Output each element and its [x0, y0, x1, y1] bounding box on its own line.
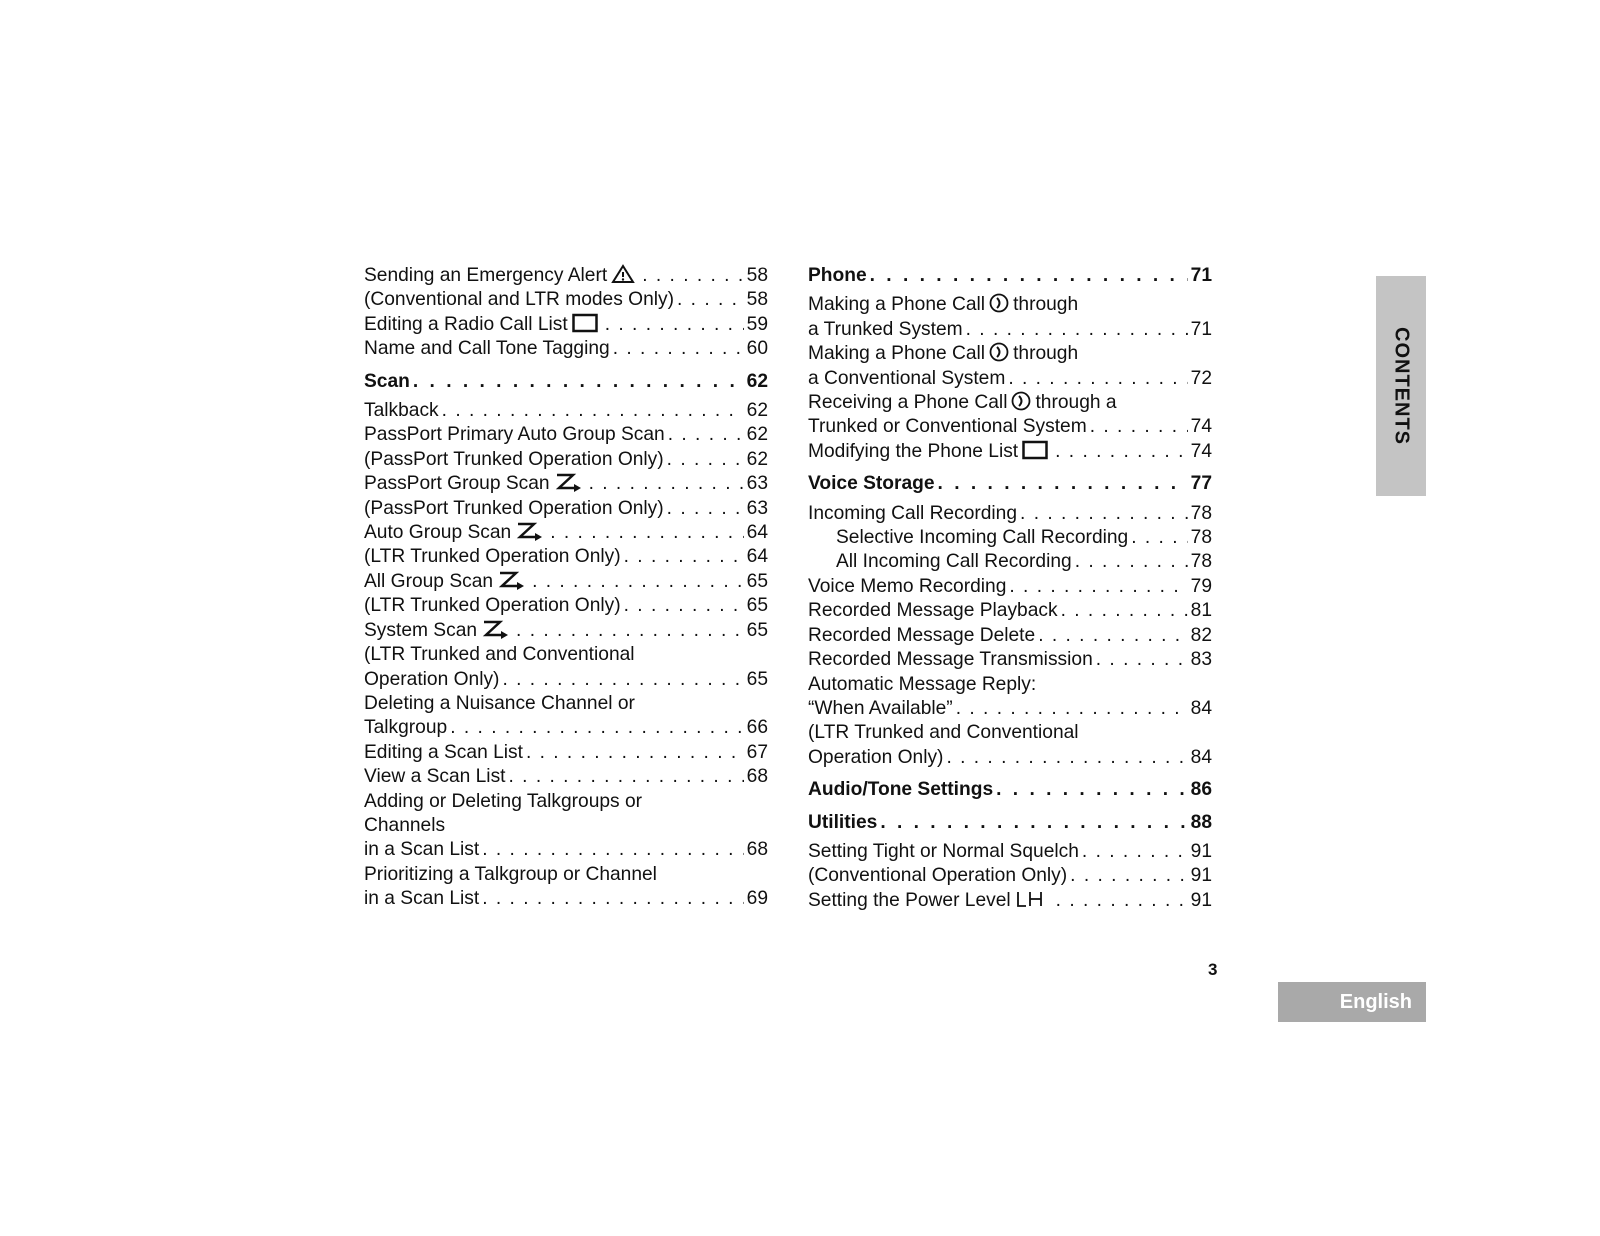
dot-leader — [870, 264, 1188, 288]
page-ref: 74 — [1190, 440, 1212, 462]
toc-entry-recorded-message-playback[interactable] — [808, 599, 1212, 623]
toc-entry-title — [808, 889, 1053, 913]
dot-leader — [526, 741, 744, 765]
toc-line — [364, 370, 768, 394]
dot-leader — [532, 570, 744, 594]
toc-entry-title — [364, 619, 513, 643]
toc-entry-title — [364, 521, 547, 545]
toc-line — [808, 811, 1212, 835]
toc-entry-title — [808, 864, 1067, 888]
toc-line — [836, 526, 1212, 550]
toc-line — [808, 440, 1212, 464]
page-ref: 68 — [746, 839, 768, 861]
page-ref: 78 — [1190, 527, 1212, 549]
toc-entry-title — [364, 423, 665, 447]
toc-entry-text: (LTR Trunked Operation Only) — [364, 546, 621, 568]
page-ref: 78 — [1190, 502, 1212, 524]
page-ref: 84 — [1190, 697, 1212, 719]
toc-line — [364, 288, 768, 312]
toc-entry-text: (Conventional and LTR modes Only) — [364, 289, 674, 311]
toc-line — [364, 472, 768, 496]
toc-entry-text: “When Available” — [808, 697, 953, 719]
toc-entry-title — [364, 692, 635, 716]
toc-entry-title — [808, 778, 993, 802]
dot-leader — [956, 697, 1188, 721]
toc-line — [808, 318, 1212, 342]
dot-leader — [1070, 864, 1187, 888]
toc-entry-view-a-scan-list[interactable] — [364, 765, 768, 789]
page-ref: 58 — [746, 289, 768, 311]
dot-leader — [1090, 415, 1188, 439]
toc-line — [364, 497, 768, 521]
toc-entry-text: Editing a Radio Call List — [364, 313, 568, 335]
toc-entry-text: Talkgroup — [364, 717, 448, 739]
toc-entry-title — [364, 448, 664, 472]
page-ref: 71 — [1190, 265, 1212, 286]
dot-leader — [1061, 599, 1188, 623]
toc-entry-text: (PassPort Trunked Operation Only) — [364, 448, 664, 470]
language-tab[interactable] — [1278, 982, 1426, 1022]
toc-line — [364, 545, 768, 569]
toc-entry-title — [836, 550, 1072, 574]
page-ref: 62 — [746, 400, 768, 422]
toc-entry-text-suffix: through — [1013, 343, 1079, 365]
toc-entry-title — [808, 624, 1035, 648]
dot-leader — [442, 399, 744, 423]
toc-entry-deleting-a-nuisance-channel-or[interactable] — [364, 692, 768, 741]
toc-entry-automatic-message-reply[interactable] — [808, 673, 1212, 722]
toc-line — [836, 550, 1212, 574]
toc-line — [808, 342, 1212, 366]
toc-entry-passport-primary-auto-group-scan[interactable] — [364, 423, 768, 447]
page-ref: 88 — [1190, 811, 1212, 833]
toc-line — [364, 692, 768, 716]
toc-entry-text: Voice Memo Recording — [808, 575, 1007, 597]
toc-line — [808, 391, 1212, 415]
toc-entry-title — [808, 415, 1087, 439]
page-ref: 65 — [746, 570, 768, 592]
dot-leader — [509, 765, 744, 789]
page-ref: 65 — [746, 595, 768, 617]
dot-leader — [667, 448, 744, 472]
toc-entry-title — [364, 741, 523, 765]
toc-entry-title — [364, 594, 621, 618]
toc-entry-recorded-message-delete[interactable] — [808, 624, 1212, 648]
dot-leader — [624, 594, 744, 618]
toc-line — [808, 778, 1212, 802]
toc-line — [364, 264, 768, 288]
toc-entry-title — [808, 599, 1058, 623]
toc-entry-title — [364, 643, 635, 667]
page-ref: 74 — [1190, 416, 1212, 438]
toc-line — [808, 264, 1212, 288]
toc-entry-title — [808, 264, 867, 288]
toc-entry-receiving-a-phone-call[interactable] — [808, 391, 1212, 440]
toc-entry-title — [364, 668, 499, 692]
toc-entry-text: a Trunked System — [808, 318, 963, 340]
toc-line — [808, 415, 1212, 439]
page-ref: 62 — [746, 370, 768, 392]
toc-entry-passport-trunked-operation-only[interactable] — [364, 448, 768, 472]
toc-line — [808, 673, 1212, 697]
dot-leader — [996, 778, 1188, 802]
toc-entry-text: Auto Group Scan — [364, 522, 512, 544]
toc-entry-title — [808, 472, 935, 496]
page-ref: 66 — [746, 717, 768, 739]
dot-leader — [1020, 502, 1188, 526]
page-ref: 64 — [746, 546, 768, 568]
toc-left-column — [364, 264, 768, 912]
page-ref: 82 — [1190, 624, 1212, 646]
contents-tab-label: CONTENTS — [1390, 327, 1413, 445]
page-number: 3 — [1208, 960, 1218, 979]
toc-entry-recorded-message-transmission[interactable] — [808, 648, 1212, 672]
toc-line — [364, 668, 768, 692]
toc-entry-title — [808, 673, 1036, 697]
toc-entry-title — [808, 697, 953, 721]
toc-entry-text: (LTR Trunked and Conventional — [808, 722, 1079, 744]
toc-entry-title — [808, 293, 1078, 317]
toc-entry-editing-a-scan-list[interactable] — [364, 741, 768, 765]
toc-entry-title — [364, 716, 447, 740]
toc-entry-title — [364, 399, 439, 423]
page-ref: 79 — [1190, 575, 1212, 597]
toc-entry-auto-group-scan[interactable] — [364, 521, 768, 545]
toc-entry-title — [836, 526, 1128, 550]
scan-icon — [554, 472, 582, 492]
dot-leader — [1082, 840, 1188, 864]
toc-line — [364, 741, 768, 765]
toc-entry-title — [364, 545, 621, 569]
toc-line — [808, 599, 1212, 623]
dot-leader — [482, 838, 743, 862]
phone-icon — [989, 342, 1009, 362]
toc-entry-text: Prioritizing a Talkgroup or Channel — [364, 863, 657, 885]
page-ref: 64 — [746, 522, 768, 544]
toc-entry-title — [364, 370, 410, 394]
toc-entry-title — [808, 575, 1006, 599]
dot-leader — [624, 545, 744, 569]
toc-heading-phone[interactable] — [808, 264, 1212, 288]
page-ref: 77 — [1190, 473, 1212, 495]
dot-leader — [482, 887, 743, 911]
toc-entry-text: Audio/Tone Settings — [808, 779, 994, 801]
toc-entry-making-a-phone-call[interactable] — [808, 293, 1212, 342]
toc-line — [364, 716, 768, 740]
page-ref: 69 — [746, 888, 768, 910]
toc-heading-utilities[interactable] — [808, 811, 1212, 835]
toc-entry-title — [808, 342, 1078, 366]
toc-entry-text: Editing a Scan List — [364, 741, 523, 763]
scan-icon — [481, 619, 509, 639]
page-ref: 58 — [746, 265, 768, 286]
toc-entry-text: Operation Only) — [808, 746, 944, 768]
toc-line — [808, 721, 1212, 745]
toc-entry-text: (PassPort Trunked Operation Only) — [364, 497, 664, 519]
page-ref: 91 — [1190, 865, 1212, 887]
toc-line — [364, 521, 768, 545]
toc-entry-talkback[interactable] — [364, 399, 768, 423]
dot-leader — [966, 318, 1188, 342]
toc-entry-text: Incoming Call Recording — [808, 502, 1018, 524]
toc-entry-text: Recorded Message Playback — [808, 600, 1058, 622]
toc-entry-text: Setting Tight or Normal Squelch — [808, 840, 1079, 862]
toc-entry-ltr-trunked-operation-only[interactable] — [364, 594, 768, 618]
power-level-icon — [1015, 889, 1049, 909]
toc-entry-text: Channels — [364, 814, 446, 836]
toc-entry-name-and-call-tone-tagging[interactable] — [364, 337, 768, 361]
toc-entry-making-a-phone-call[interactable] — [808, 342, 1212, 391]
toc-line — [808, 367, 1212, 391]
toc-entry-prioritizing-a-talkgroup-or-channel[interactable] — [364, 863, 768, 912]
toc-entry-text: Name and Call Tone Tagging — [364, 338, 610, 360]
toc-right-column — [808, 264, 1212, 913]
contents-side-tab[interactable] — [1376, 276, 1426, 496]
dot-leader — [550, 521, 743, 545]
toc-entry-title — [808, 721, 1079, 745]
toc-entry-title — [364, 497, 664, 521]
toc-line — [808, 472, 1212, 496]
page-ref: 68 — [746, 766, 768, 788]
page-ref: 78 — [1190, 551, 1212, 573]
toc-line — [808, 746, 1212, 770]
dot-leader — [613, 337, 744, 361]
toc-line — [364, 448, 768, 472]
toc-entry-text: Automatic Message Reply: — [808, 673, 1037, 695]
toc-entry-text-suffix: through — [1013, 294, 1079, 316]
dot-leader — [1008, 367, 1187, 391]
page-ref: 91 — [1190, 840, 1212, 862]
page-ref: 62 — [746, 448, 768, 470]
page-ref: 59 — [746, 313, 768, 335]
toc-heading-audio-tone-settings[interactable] — [808, 778, 1212, 802]
page-ref: 67 — [746, 741, 768, 763]
toc-entry-text: (LTR Trunked Operation Only) — [364, 595, 621, 617]
dot-leader — [605, 313, 744, 337]
toc-entry-text: Recorded Message Transmission — [808, 649, 1093, 671]
toc-entry-editing-a-radio-call-list[interactable] — [364, 313, 768, 337]
toc-entry-text: Deleting a Nuisance Channel or — [364, 692, 635, 714]
toc-line — [364, 790, 768, 814]
dot-leader — [668, 423, 744, 447]
dot-leader — [642, 264, 743, 288]
toc-entry-text: PassPort Primary Auto Group Scan — [364, 424, 665, 446]
toc-entry-text: Utilities — [808, 811, 878, 833]
toc-entry-title — [364, 288, 674, 312]
toc-line — [808, 840, 1212, 864]
toc-line — [808, 624, 1212, 648]
toc-entry-title — [808, 367, 1005, 391]
toc-entry-title — [808, 648, 1093, 672]
toc-entry-text: Talkback — [364, 400, 439, 422]
dot-leader — [938, 472, 1188, 496]
toc-line — [364, 765, 768, 789]
toc-entry-text: in a Scan List — [364, 888, 480, 910]
toc-entry-title — [808, 840, 1079, 864]
toc-entry-text: Modifying the Phone List — [808, 440, 1019, 462]
toc-line — [364, 619, 768, 643]
toc-line — [364, 594, 768, 618]
dot-leader — [413, 370, 744, 394]
toc-line — [808, 648, 1212, 672]
toc-entry-passport-group-scan[interactable] — [364, 472, 768, 496]
toc-entry-sending-an-emergency-alert[interactable] — [364, 264, 768, 288]
toc-entry-title — [808, 440, 1052, 464]
toc-entry-ltr-trunked-operation-only[interactable] — [364, 545, 768, 569]
phone-icon — [989, 293, 1009, 313]
dot-leader — [450, 716, 743, 740]
toc-heading-voice-storage[interactable] — [808, 472, 1212, 496]
toc-entry-text: (LTR Trunked and Conventional — [364, 644, 635, 666]
toc-entry-text: a Conventional System — [808, 367, 1006, 389]
page-ref: 83 — [1190, 649, 1212, 671]
toc-entry-title — [364, 765, 506, 789]
page-ref: 86 — [1190, 779, 1212, 801]
toc-entry-text: Operation Only) — [364, 668, 500, 690]
toc-entry-title — [808, 391, 1117, 415]
page-ref: 84 — [1190, 746, 1212, 768]
dot-leader — [502, 668, 743, 692]
toc-entry-text: Receiving a Phone Call — [808, 392, 1008, 414]
toc-line — [364, 814, 768, 838]
toc-entry-modifying-the-phone-list[interactable] — [808, 440, 1212, 464]
page-ref: 91 — [1190, 889, 1212, 911]
toc-entry-text: System Scan — [364, 619, 478, 641]
toc-entry-text: Scan — [364, 370, 410, 392]
toc-line — [808, 889, 1212, 913]
toc-line — [808, 575, 1212, 599]
dot-leader — [667, 497, 744, 521]
toc-line — [808, 864, 1212, 888]
dot-leader — [1056, 889, 1188, 913]
toc-entry-setting-tight-or-normal-squelch[interactable] — [808, 840, 1212, 864]
dot-leader — [1075, 550, 1188, 574]
toc-heading-scan[interactable] — [364, 370, 768, 394]
toc-entry-text: All Incoming Call Recording — [836, 551, 1072, 573]
toc-line — [364, 570, 768, 594]
page-ref: 65 — [746, 619, 768, 641]
toc-entry-text: Making a Phone Call — [808, 294, 986, 316]
toc-entry-text: All Group Scan — [364, 570, 494, 592]
page-ref: 65 — [746, 668, 768, 690]
dot-leader — [1096, 648, 1188, 672]
language-tab-label: English — [1339, 990, 1412, 1013]
toc-line — [364, 423, 768, 447]
toc-line — [808, 502, 1212, 526]
toc-line — [364, 399, 768, 423]
toc-entry-text: Adding or Deleting Talkgroups or — [364, 790, 643, 812]
toc-entry-title — [364, 790, 642, 814]
dot-leader — [1009, 575, 1187, 599]
toc-entry-text: (Conventional Operation Only) — [808, 865, 1068, 887]
dot-leader — [516, 619, 744, 643]
toc-line — [364, 838, 768, 862]
page-ref: 72 — [1190, 367, 1212, 389]
toc-entry-system-scan[interactable] — [364, 619, 768, 643]
toc-entry-title — [808, 318, 963, 342]
toc-entry-text: Sending an Emergency Alert — [364, 265, 608, 286]
toc-line — [364, 643, 768, 667]
toc-line — [364, 887, 768, 911]
dot-leader — [1055, 440, 1188, 464]
toc-line — [364, 337, 768, 361]
toc-entry-title — [364, 313, 602, 337]
toc-entry-text: View a Scan List — [364, 766, 506, 788]
toc-entry-title — [364, 337, 610, 361]
dot-leader — [1038, 624, 1187, 648]
toc-entry-voice-memo-recording[interactable] — [808, 575, 1212, 599]
toc-entry-text: Recorded Message Delete — [808, 624, 1036, 646]
toc-entry-title — [364, 814, 445, 838]
toc-entry-title — [808, 746, 943, 770]
toc-entry-adding-or-deleting-talkgroups-or[interactable] — [364, 790, 768, 863]
display-box-icon — [1022, 440, 1048, 460]
toc-entry-all-incoming-call-recording[interactable] — [808, 550, 1212, 574]
scan-icon — [497, 570, 525, 590]
page-ref: 63 — [746, 473, 768, 495]
toc-line — [364, 313, 768, 337]
toc-line — [364, 863, 768, 887]
toc-entry-setting-the-power-level[interactable] — [808, 889, 1212, 913]
toc-entry-text: Trunked or Conventional System — [808, 416, 1087, 438]
toc-entry-conventional-and-ltr-modes-only[interactable] — [364, 288, 768, 312]
toc-entry-text: in a Scan List — [364, 839, 480, 861]
page-ref: 60 — [746, 338, 768, 360]
dot-leader — [589, 472, 744, 496]
dot-leader — [880, 811, 1187, 835]
toc-line — [808, 697, 1212, 721]
page-ref: 62 — [746, 424, 768, 446]
dot-leader — [677, 288, 744, 312]
toc-entry-title — [364, 838, 479, 862]
toc-entry-title — [364, 472, 586, 496]
toc-entry-text: Making a Phone Call — [808, 343, 986, 365]
toc-entry-title — [364, 863, 657, 887]
scan-icon — [515, 521, 543, 541]
toc-entry-title — [808, 502, 1017, 526]
toc-entry-title — [364, 570, 529, 594]
toc-entry-text: Setting the Power Level — [808, 889, 1011, 911]
page-ref: 63 — [746, 497, 768, 519]
toc-entry-passport-trunked-operation-only[interactable] — [364, 497, 768, 521]
toc-line — [808, 293, 1212, 317]
toc-entry-text: Voice Storage — [808, 473, 935, 495]
toc-entry-title — [364, 264, 639, 288]
toc-entry-selective-incoming-call-recording[interactable] — [808, 526, 1212, 550]
toc-entry-incoming-call-recording[interactable] — [808, 502, 1212, 526]
toc-entry-all-group-scan[interactable] — [364, 570, 768, 594]
dot-leader — [946, 746, 1187, 770]
display-box-icon — [572, 313, 598, 333]
toc-entry-ltr-trunked-and-conventional[interactable] — [808, 721, 1212, 770]
toc-entry-text: Selective Incoming Call Recording — [836, 527, 1129, 549]
dot-leader — [1131, 526, 1187, 550]
toc-entry-text: Phone — [808, 265, 867, 286]
emergency-alert-icon — [611, 264, 635, 284]
toc-entry-text: PassPort Group Scan — [364, 473, 550, 495]
page-ref: 81 — [1190, 600, 1212, 622]
toc-entry-conventional-operation-only[interactable] — [808, 864, 1212, 888]
phone-icon — [1011, 391, 1031, 411]
page-ref: 71 — [1190, 318, 1212, 340]
toc-entry-text-suffix: through a — [1035, 392, 1117, 414]
toc-entry-ltr-trunked-and-conventional[interactable] — [364, 643, 768, 692]
toc-entry-title — [808, 811, 877, 835]
toc-entry-title — [364, 887, 479, 911]
